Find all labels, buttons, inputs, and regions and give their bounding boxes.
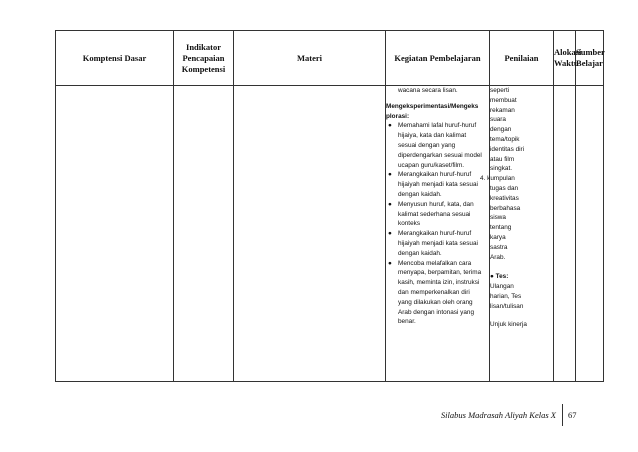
kegiatan-line: diperdengarkan sesuai model	[398, 151, 482, 159]
penilaian-line: tugas dan	[490, 184, 519, 192]
header-sumber-line: Sumber	[576, 47, 605, 57]
syllabus-table	[55, 30, 604, 382]
kegiatan-line: kasih, meminta izin, instruksi	[398, 279, 480, 287]
kegiatan-item	[386, 121, 489, 170]
bullet-icon: ●	[388, 259, 392, 267]
header-indikator-line: Kompetensi	[181, 63, 226, 74]
kegiatan-line: hijaiyah menjadi kata sesuai	[398, 181, 478, 189]
header-sumber-line: Belajar	[576, 58, 603, 68]
kegiatan-line: kalimat sederhana sesuai	[398, 210, 471, 218]
penilaian-item-number: 4.	[480, 175, 486, 183]
cell-kegiatan	[386, 86, 490, 382]
bullet-icon: ●	[388, 230, 392, 238]
cell-alokasi	[554, 86, 576, 382]
kegiatan-line: Merangkaikan huruf-huruf	[398, 171, 472, 179]
kegiatan-line: konteks	[398, 220, 421, 228]
bullet-icon: ●	[388, 122, 392, 130]
penilaian-tes	[490, 272, 553, 282]
kegiatan-heading	[386, 102, 489, 122]
kegiatan-line: benar.	[398, 318, 416, 326]
header-indikator-line: Indikator	[186, 41, 221, 52]
kegiatan-item	[386, 170, 489, 199]
penilaian-line: tema/topik	[490, 135, 520, 143]
header-indikator	[174, 31, 234, 86]
kegiatan-item	[386, 229, 489, 258]
kegiatan-line: Mencoba melafalkan cara	[398, 259, 472, 267]
bullet-icon: ●	[490, 273, 494, 281]
kegiatan-list	[386, 121, 489, 327]
header-indikator-line: Pencapaian	[182, 52, 225, 63]
kegiatan-item	[386, 259, 489, 328]
page-number: 67	[568, 410, 577, 420]
bullet-icon: ●	[388, 200, 392, 208]
header-kegiatan: Kegiatan Pembelajaran	[386, 31, 490, 86]
penilaian-tes-label: Tes:	[495, 273, 509, 281]
kegiatan-line: Menyusun huruf, kata, dan	[398, 200, 474, 208]
cell-indikator	[174, 86, 234, 382]
kegiatan-line: dengan kaidah.	[398, 190, 442, 198]
penilaian-line: kreativitas	[490, 194, 519, 202]
kegiatan-line: hijaiya, kata dan kalimat	[398, 132, 467, 140]
footer-title: Silabus Madrasah Aliyah Kelas X	[440, 410, 556, 420]
penilaian-line: singkat.	[490, 165, 513, 173]
penilaian-item-4	[480, 174, 553, 184]
kegiatan-continuation: wacana secara lisan.	[398, 87, 458, 94]
kegiatan-line: dengan kaidah.	[398, 249, 442, 257]
bullet-icon: ●	[388, 171, 392, 179]
cell-materi	[234, 86, 386, 382]
penilaian-line: identitas diri	[490, 145, 525, 153]
penilaian-line: suara	[490, 116, 506, 124]
kegiatan-line: yang dilakukan oleh orang	[398, 298, 473, 306]
penilaian-line: tentang	[490, 224, 512, 232]
kegiatan-line: menyapa, berpamitan, terima	[398, 269, 482, 277]
header-kompetensi-dasar: Komptensi Dasar	[56, 31, 174, 86]
kegiatan-line: Memahami lafal huruf-huruf	[398, 122, 477, 130]
penilaian-line: seperti	[490, 87, 510, 94]
header-alokasi-line: Alokasi	[554, 47, 582, 57]
kegiatan-line: sesuai dengan yang	[398, 141, 456, 149]
kegiatan-heading-line: plorasi:	[386, 112, 410, 120]
kegiatan-heading-line: Mengeksperimentasi/Mengeks	[386, 102, 479, 110]
penilaian-line: karya	[490, 233, 506, 241]
penilaian-line: rekaman	[490, 106, 515, 114]
penilaian-line: Arab.	[490, 253, 506, 261]
penilaian-line: atau film	[490, 155, 515, 163]
footer-divider	[562, 404, 563, 426]
header-row	[56, 31, 604, 86]
penilaian-line: kumpulan	[487, 175, 515, 183]
kegiatan-line: hijaiyah menjadi kata sesuai	[398, 239, 478, 247]
kegiatan-line: Merangkaikan huruf-huruf	[398, 230, 472, 238]
penilaian-line: siswa	[490, 214, 506, 222]
content-row	[56, 86, 604, 382]
kegiatan-item	[386, 200, 489, 229]
cell-penilaian	[480, 86, 554, 382]
penilaian-line: lisan/tulisan	[490, 302, 524, 310]
penilaian-line: berbahasa	[490, 204, 521, 212]
cell-kompetensi-dasar	[56, 86, 174, 382]
header-alokasi-line: Waktu	[554, 58, 579, 68]
header-penilaian: Penilaian	[490, 31, 554, 86]
header-alokasi	[554, 31, 582, 86]
penilaian-line: Ulangan	[490, 283, 514, 291]
penilaian-line: Unjuk kinerja	[490, 320, 527, 328]
kegiatan-line: ucapan guru/kaset/film.	[398, 161, 465, 169]
penilaian-line: membuat	[490, 96, 517, 104]
penilaian-line: harian, Tes	[490, 292, 522, 300]
penilaian-line: sastra	[490, 243, 508, 251]
cell-sumber	[576, 86, 604, 382]
header-materi: Materi	[234, 31, 386, 86]
kegiatan-line: Arab dengan intonasi yang	[398, 308, 475, 316]
penilaian-line: dengan	[490, 126, 512, 134]
kegiatan-line: dan memperkenalkan diri	[398, 288, 470, 296]
header-sumber	[576, 31, 604, 86]
